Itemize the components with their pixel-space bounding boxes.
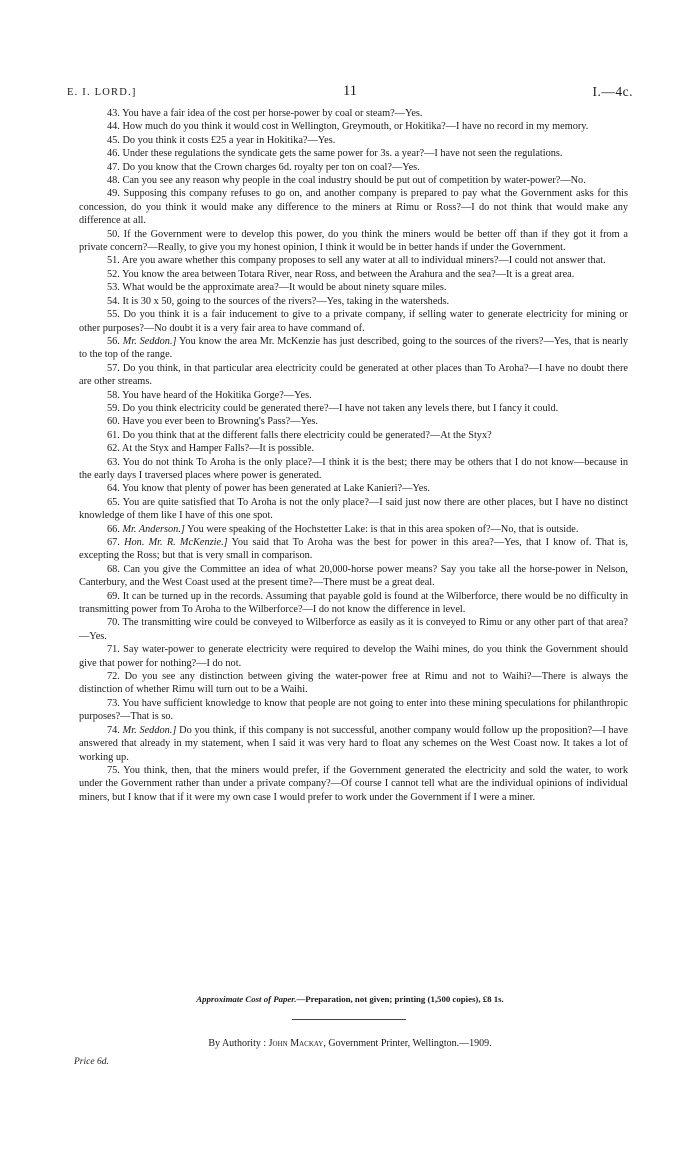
question-paragraph (79, 482, 628, 495)
paragraph-text: 45. Do you think it costs £25 a year in Hokitika?—Yes. (107, 134, 336, 146)
authority-prefix: By Authority : (208, 1038, 267, 1049)
paragraph-text: 44. How much do you think it would cost in Wellington, Greymouth, or Hokitika?—I have no record in my memory. (107, 121, 589, 133)
question-paragraph (79, 670, 628, 697)
price-label: Price 6d. (74, 1057, 109, 1067)
question-paragraph (79, 187, 628, 227)
paragraph-text: Do you think, if this company is not successful, another company would follow up the proposition?—I have answered that already in my statement, when I said it was very hard to float any schemes on the West Coast now. It takes a lot of working up. (79, 724, 628, 763)
paragraph-text: 62. At the Styx and Hamper Falls?—It is possible. (107, 443, 315, 455)
question-paragraph (79, 362, 628, 389)
question-number: 56. (107, 335, 120, 347)
paragraph-text: 49. Supposing this company refuses to go on, and another company is prepared to pay what the Government asks for this concession, do you think it would make any difference to the miners at Rimu or Ross?—I do not think that would make any difference at all. (79, 188, 628, 227)
printer-authority (0, 1038, 700, 1049)
paragraph-text: 46. Under these regulations the syndicate gets the same power for 3s. a year?—I have not seen the regulations. (107, 148, 563, 160)
question-paragraph (79, 616, 628, 643)
header-witness: E. I. LORD.] (67, 87, 137, 98)
paragraph-text: 60. Have you ever been to Browning's Pass?—Yes. (107, 416, 319, 428)
question-paragraph (79, 523, 628, 536)
question-number: 74. (107, 724, 120, 736)
question-paragraph (79, 107, 628, 120)
paragraph-text: 73. You have sufficient knowledge to know that people are not going to enter into these mining speculations for philanthropic purposes?—That is so. (79, 697, 628, 723)
question-paragraph (79, 496, 628, 523)
paragraph-text: You were speaking of the Hochstetter Lake: is that in this area spoken of?—No, that is outside. (187, 523, 579, 535)
cost-label: Approximate Cost of Paper. (196, 994, 297, 1004)
question-paragraph (79, 456, 628, 483)
question-paragraph (79, 254, 628, 267)
question-paragraph (79, 643, 628, 670)
evidence-body (79, 107, 628, 804)
paragraph-text: 47. Do you know that the Crown charges 6d. royalty per ton on coal?—Yes. (107, 161, 420, 173)
question-paragraph (79, 308, 628, 335)
paragraph-text: 70. The transmitting wire could be conveyed to Wilberforce as easily as it is conveyed to Rimu or any other part of that area?—Yes. (79, 617, 628, 642)
question-paragraph (79, 174, 628, 187)
paragraph-text: 72. Do you see any distinction between giving the water-power free at Rimu and not to Waihi?—There is always the distinction of whether Rimu will turn out to be a Waihi. (79, 671, 628, 696)
paragraph-text: 65. You are quite satisfied that To Aroha is not the only place?—I said just now there are other places, but I have no distinct knowledge of them like I have of this one spot. (79, 496, 628, 522)
question-paragraph (79, 536, 628, 563)
paragraph-text: 51. Are you aware whether this company proposes to sell any water at all to individual miners?—I could not answer that. (107, 255, 606, 267)
speaker-name: Mr. Anderson.] (122, 523, 185, 535)
authority-suffix: , Government Printer, Wellington.—1909. (323, 1038, 492, 1049)
question-paragraph (79, 268, 628, 281)
paragraph-text: 54. It is 30 x 50, going to the sources of the rivers?—Yes, taking in the watersheds. (107, 295, 450, 307)
paragraph-text: 50. If the Government were to develop this power, do you think the miners would be better off than if they got it from a private concern?—Really, to give you my honest opinion, I think it would be in better hands if under the Government. (79, 228, 628, 254)
authority-printer: John Mackay (268, 1038, 324, 1049)
question-paragraph (79, 120, 628, 133)
question-paragraph (79, 697, 628, 724)
question-paragraph (79, 590, 628, 617)
question-paragraph (79, 295, 628, 308)
question-paragraph (79, 281, 628, 294)
paragraph-text: 64. You know that plenty of power has been generated at Lake Kanieri?—Yes. (107, 483, 430, 495)
question-paragraph (79, 563, 628, 590)
paragraph-text: 53. What would be the approximate area?—It would be about ninety square miles. (107, 282, 447, 294)
paragraph-text: You said that To Aroha was the best for power in this area?—Yes, that I know of. That is, excepting the Ross; but that is very small in comparison. (79, 537, 628, 562)
cost-text: —Preparation, not given; printing (1,500 copies), £8 1s. (296, 994, 504, 1004)
speaker-name: Mr. Seddon.] (122, 335, 177, 347)
question-paragraph (79, 724, 628, 764)
question-paragraph (79, 764, 628, 804)
paragraph-text: 69. It can be turned up in the records. Assuming that payable gold is found at the Wilberforce, there would be no difficulty in transmitting power from To Aroha to the Wilberforce?—I do not know the difference in level. (79, 590, 628, 616)
question-paragraph (79, 402, 628, 415)
paragraph-text: 63. You do not think To Aroha is the only place?—I think it is the best; there may be others that I do not know—because in the early days I traversed places where power is generated. (79, 456, 628, 481)
speaker-name: Mr. Seddon.] (122, 724, 177, 736)
paragraph-text: You know the area Mr. McKenzie has just described, going to the sources of the rivers?—Yes, that is nearly to the top of the range. (79, 335, 628, 361)
question-paragraph (79, 335, 628, 362)
question-paragraph (79, 429, 628, 442)
paragraph-text: 57. Do you think, in that particular area electricity could be generated at other places than To Aroha?—I have no doubt there are other streams. (79, 362, 628, 388)
paragraph-text: 48. Can you see any reason why people in the coal industry should be put out of competition by water-power?—No. (107, 175, 586, 187)
paragraph-text: 68. Can you give the Committee an idea of what 20,000-horse power means? Say you take all the horse-power in Nelson, Canterbury, and the West Coast used at the present time?—There must be a great deal. (79, 563, 628, 589)
paragraph-text: 58. You have heard of the Hokitika Gorge?—Yes. (107, 389, 312, 401)
paragraph-text: 71. Say water-power to generate electricity were required to develop the Waihi mines, do you think the Government should give that power for nothing?—I do not. (79, 644, 628, 669)
question-paragraph (79, 134, 628, 147)
paragraph-text: 59. Do you think electricity could be generated there?—I have not taken any levels there, but I fancy it could. (107, 402, 559, 414)
question-number: 66. (107, 523, 120, 535)
paragraph-text: 75. You think, then, that the miners would prefer, if the Government generated the electricity and sold the water, to work under the Government rather than under a private company?—Of course I cannot tell what are the individual opinions of individual miners, but I know that if it were my own case I would prefer to work under the Government if I were a miner. (79, 764, 628, 803)
paragraph-text: 52. You know the area between Totara River, near Ross, and between the Arahura and the sea?—It is a great area. (107, 268, 575, 280)
question-paragraph (79, 442, 628, 455)
footer-rule (292, 1019, 406, 1020)
paragraph-text: 61. Do you think that at the different falls there electricity could be generated?—At the Styx? (107, 429, 492, 441)
paragraph-text: 55. Do you think it is a fair inducement to give to a private company, if selling water to generate electricity for mining or other purposes?—No doubt it is a very fair area to have command of. (79, 309, 628, 334)
speaker-name: Hon. Mr. R. McKenzie.] (124, 537, 228, 548)
question-number: 67. (107, 537, 120, 548)
paper-reference: I.—4c. (592, 84, 633, 99)
question-paragraph (79, 147, 628, 160)
paragraph-text: 43. You have a fair idea of the cost per horse-power by coal or steam?—Yes. (107, 108, 423, 119)
question-paragraph (79, 389, 628, 402)
cost-note (0, 994, 700, 1004)
page-header (67, 83, 633, 103)
question-paragraph (79, 415, 628, 428)
question-paragraph (79, 228, 628, 255)
page-number: 11 (343, 83, 357, 99)
question-paragraph (79, 161, 628, 174)
